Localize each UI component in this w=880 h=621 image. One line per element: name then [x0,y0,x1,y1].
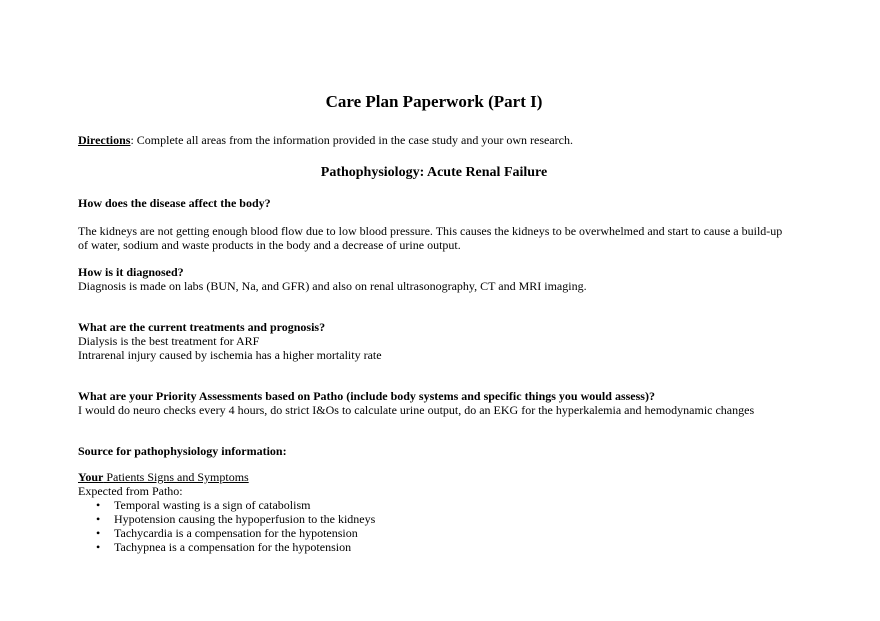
signs-heading-rest: Patients Signs and Symptoms [103,470,249,484]
list-item-text: Tachycardia is a compensation for the hypotension [114,526,358,540]
page-title: Care Plan Paperwork (Part I) [325,92,543,111]
question-source: Source for pathophysiology information: [78,444,287,458]
question-disease-effect: How does the disease affect the body? [78,196,271,210]
bullet-icon: • [96,540,101,554]
directions-line [78,133,573,148]
bullet-icon: • [96,526,101,540]
list-item-text: Tachypnea is a compensation for the hypotension [114,540,352,554]
question-diagnosis: How is it diagnosed? [78,265,184,279]
list-item [78,512,375,526]
answer-treatments-line-1: Dialysis is the best treatment for ARF [78,334,260,348]
answer-diagnosis: Diagnosis is made on labs (BUN, Na, and GFR) and also on renal ultrasonography, CT and MRI imaging. [78,279,587,293]
answer-treatments-line-2: Intrarenal injury caused by ischemia has a higher mortality rate [78,348,382,362]
question-treatments: What are the current treatments and prognosis? [78,320,326,334]
list-item [78,498,375,512]
answer-disease-effect: The kidneys are not getting enough blood flow due to low blood pressure. This causes the kidneys to be overwhelmed and start to cause a build-up of water, sodium and waste products in the body and a decrease of urine output. [78,224,783,252]
list-item-text: Hypotension causing the hypoperfusion to the kidneys [114,512,376,526]
bullet-icon: • [96,512,101,526]
bullet-icon: • [96,498,101,512]
expected-label: Expected from Patho: [78,484,183,498]
signs-heading [78,470,249,484]
directions-label: Directions [78,133,131,147]
list-item [78,540,375,554]
signs-heading-your: Your [78,470,104,484]
directions-text: : Complete all areas from the information provided in the case study and your own research. [130,133,573,147]
question-priority-assessments: What are your Priority Assessments based on Patho (include body systems and specific things you would assess)? [78,389,655,403]
answer-priority-assessments: I would do neuro checks every 4 hours, do strict I&Os to calculate urine output, do an EKG for the hyperkalemia and hemodynamic changes [78,403,755,417]
list-item-text: Temporal wasting is a sign of catabolism [114,498,311,512]
signs-list [78,498,375,554]
section-subtitle: Pathophysiology: Acute Renal Failure [320,165,548,180]
list-item [78,526,375,540]
